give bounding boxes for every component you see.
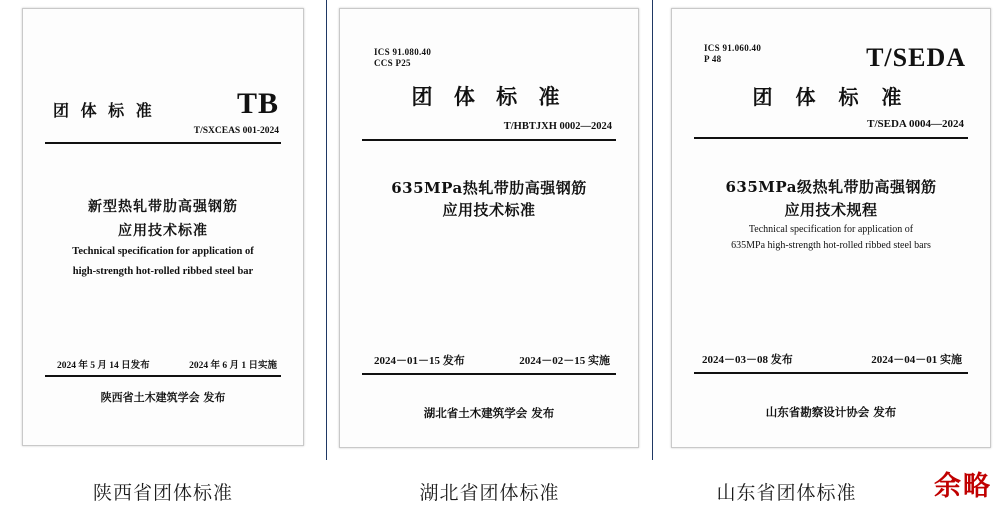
standard-cover-hubei[interactable] [339,8,639,448]
ics-code-line1: ICS 91.080.40 [374,47,432,57]
ics-code-line2: CCS P25 [374,58,411,68]
cover-title-cn-line1: 新型热轧带肋高强钢筋 [88,199,238,215]
issue-date: 2024－03－08 发布 [702,354,793,366]
effective-date: 2024 年 6 月 1 日实施 [189,361,277,371]
standard-type-label: 团 体 标 准 [752,85,910,109]
caption-hubei: 湖北省团体标准 [419,482,560,504]
cover-title-row [53,87,279,121]
cover-date-row [702,351,962,367]
standard-type-label: 团 体 标 准 [53,101,155,120]
cover-date-row [57,357,277,371]
cover-title-cn-line2: 应用技术标准 [442,201,536,219]
effective-date: 2024－02－15 实施 [519,355,610,367]
cover-content [340,9,638,447]
panel-shandong [653,0,1000,507]
footer-rule [694,372,968,374]
standard-cover-shandong[interactable] [671,8,991,448]
cover-title-en-line2: 635MPa high-strength hot-rolled ribbed steel bars [731,240,931,251]
issue-date: 2024 年 5 月 14 日发布 [57,361,150,371]
watermark-text: 余略 [934,471,992,502]
cover-title-en-line1: Technical specification for application of [748,224,914,235]
header-rule [694,137,968,139]
cover-content [23,9,303,445]
panel-hubei [327,0,652,507]
cover-content [672,9,990,447]
cover-title-cn-line1: 635MPa热轧带肋高强钢筋 [391,179,587,197]
header-rule [362,139,616,141]
ics-code-line1: ICS 91.060.40 [704,43,762,53]
footer-rule [362,373,616,375]
caption-shaanxi: 陕西省团体标准 [92,482,233,504]
standard-code: T/SEDA 0004—2024 [867,118,964,130]
issuing-organization: 湖北省土木建筑学会 发布 [423,406,555,420]
cover-title-cn-line1: 635MPa级热轧带肋高强钢筋 [725,178,937,196]
issuing-organization: 山东省勘察设计协会 发布 [765,405,897,419]
standard-cover-shaanxi[interactable] [22,8,304,446]
cover-title-en-line2: high-strength hot-rolled ribbed steel bar [72,266,254,277]
cover-title-cn-line2: 应用技术规程 [784,201,878,219]
footer-rule [45,375,281,377]
standard-type-label: 团 体 标 准 [411,84,567,109]
standard-mark: T/SEDA [866,43,966,72]
issue-date: 2024－01－15 发布 [374,355,465,367]
cover-date-row [374,352,610,368]
standard-code: T/SXCEAS 001-2024 [193,126,279,136]
standard-code: T/HBTJXH 0002—2024 [503,121,612,132]
ics-code-line2: P 48 [704,54,722,64]
issuing-organization: 陕西省土木建筑学会 发布 [100,391,226,404]
header-rule [45,142,281,144]
caption-shandong: 山东省团体标准 [716,482,857,504]
standard-mark: TB [236,87,279,120]
cover-title-en-line1: Technical specification for application of [72,246,254,257]
effective-date: 2024－04－01 实施 [871,354,962,366]
panel-shaanxi [0,0,326,507]
cover-title-cn-line2: 应用技术标准 [118,223,208,239]
